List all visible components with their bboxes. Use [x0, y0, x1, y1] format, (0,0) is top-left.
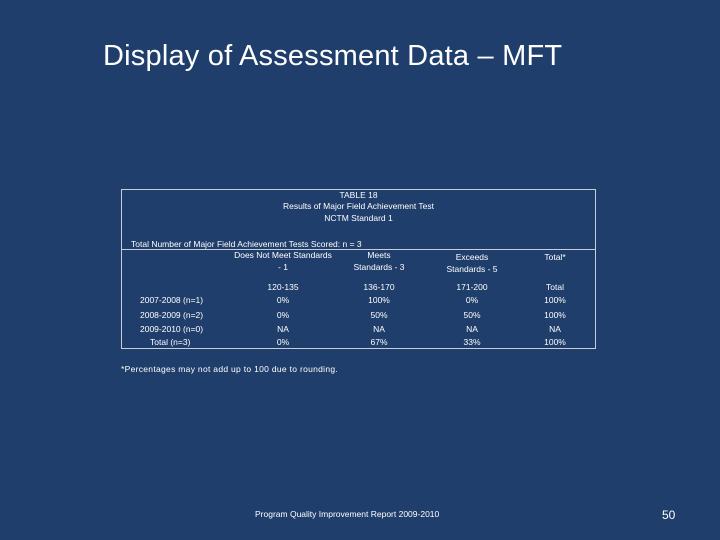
row-value: 0% — [276, 337, 290, 347]
row-label: 2009-2010 (n=0) — [140, 324, 204, 334]
table-caption-standard: NCTM Standard 1 — [324, 213, 393, 223]
footnote: *Percentages may not add up to 100 due to rounding. — [121, 364, 339, 374]
header-exceeds-line2: Standards - 5 — [446, 264, 498, 274]
header-exceeds-line1: Exceeds — [455, 252, 489, 262]
header-meets-line1: Meets — [367, 250, 391, 260]
row-value: 0% — [465, 295, 479, 305]
row-label: Total (n=3) — [150, 337, 191, 347]
range-exceeds: 171-200 — [456, 282, 488, 292]
table-caption-number: TABLE 18 — [339, 190, 378, 200]
range-total: Total — [546, 282, 564, 292]
header-meets-line2: Standards - 3 — [353, 262, 405, 272]
row-value: 100% — [368, 295, 390, 305]
header-does-not-meet-line1: Does Not Meet Standards — [234, 250, 332, 260]
assessment-table — [121, 189, 596, 349]
header-does-not-meet-line2: - 1 — [278, 262, 288, 272]
row-label: 2008-2009 (n=2) — [140, 310, 204, 320]
row-label: 2007-2008 (n=1) — [140, 295, 204, 305]
row-value: 50% — [370, 310, 388, 320]
row-value: NA — [466, 324, 478, 334]
row-value: 100% — [544, 337, 566, 347]
range-does-not-meet: 120-135 — [267, 282, 299, 292]
row-value: 33% — [463, 337, 481, 347]
row-value: 100% — [544, 295, 566, 305]
total-tests-line: Total Number of Major Field Achievement Tests Scored: n = 3 — [131, 239, 362, 249]
row-value: 50% — [463, 310, 481, 320]
row-value: 0% — [276, 310, 290, 320]
row-value: NA — [277, 324, 289, 334]
row-value: 100% — [544, 310, 566, 320]
page-number: 50 — [662, 508, 676, 522]
row-value: NA — [549, 324, 561, 334]
slide-title: Display of Assessment Data – MFT — [103, 40, 563, 72]
footer-text: Program Quality Improvement Report 2009-2010 — [255, 509, 440, 519]
row-value: NA — [373, 324, 385, 334]
header-total: Total* — [544, 252, 566, 262]
range-meets: 136-170 — [363, 282, 395, 292]
table-caption-title: Results of Major Field Achievement Test — [282, 201, 435, 211]
row-value: 0% — [276, 295, 290, 305]
row-value: 67% — [370, 337, 388, 347]
